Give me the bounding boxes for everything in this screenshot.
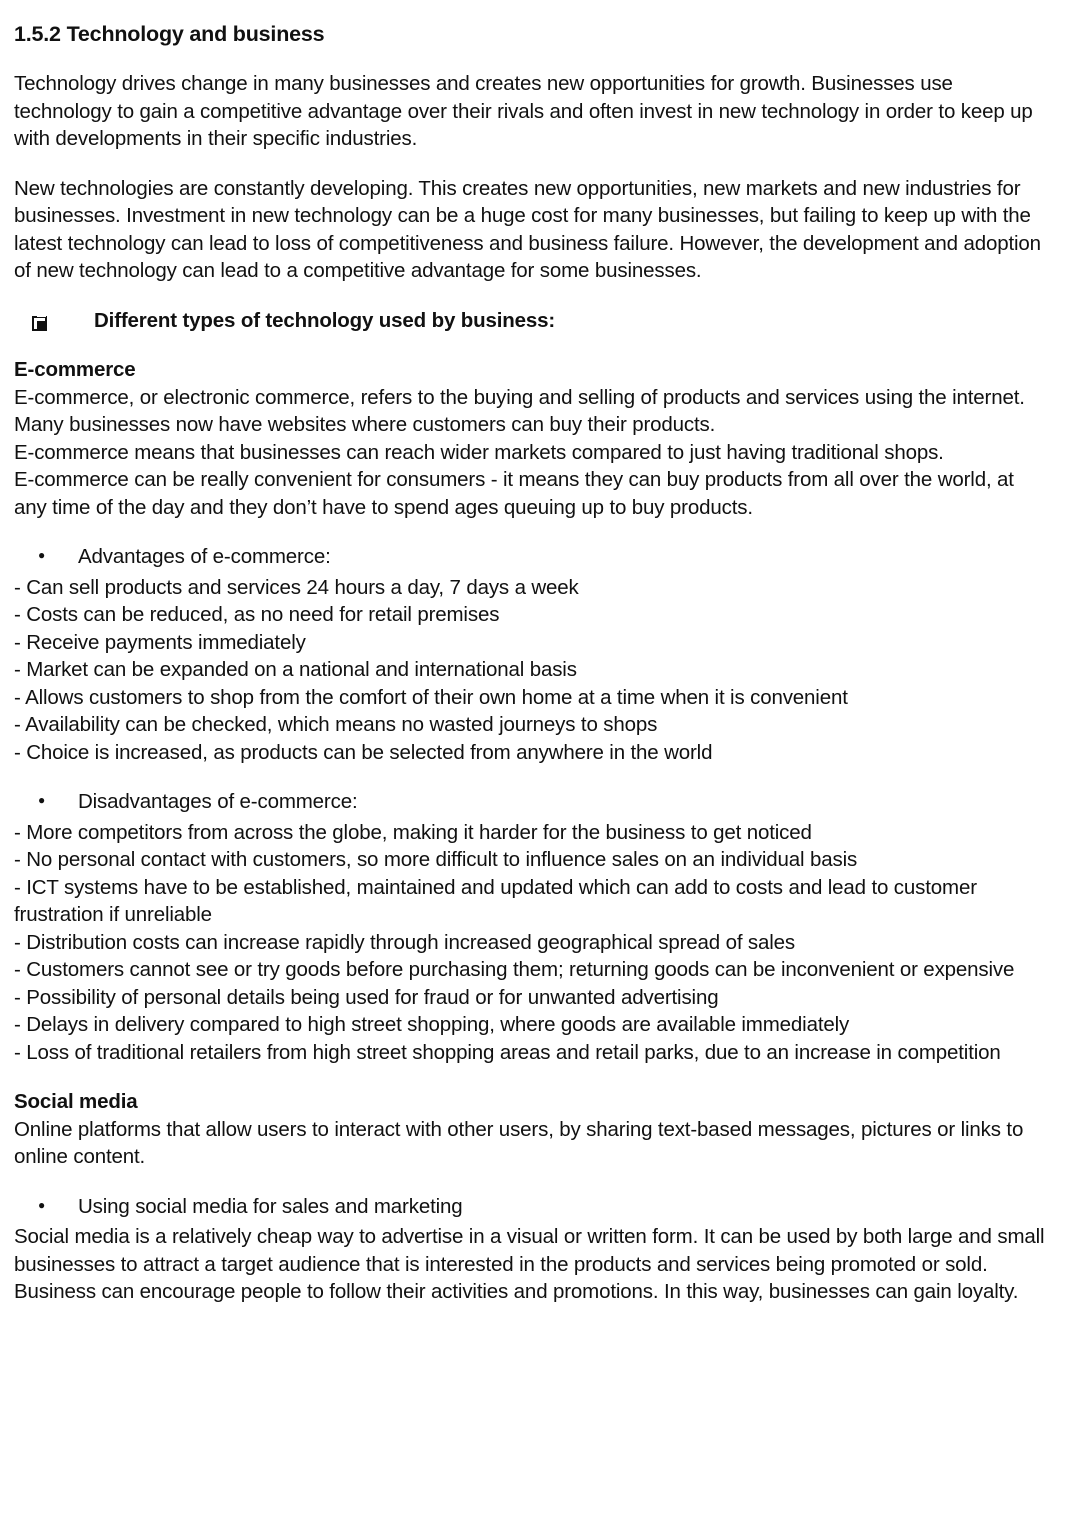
- list-item: - Availability can be checked, which means no wasted journeys to shops: [14, 713, 658, 736]
- list-item: - Costs can be reduced, as no need for retail premises: [14, 603, 500, 626]
- list-item: - ICT systems have to be established, maintained and updated which can add to costs and lead to customer frustration if unreliable: [14, 875, 977, 926]
- advantages-bullet-heading: [14, 543, 1050, 574]
- social-media-usage-paragraph: Social media is a relatively cheap way to advertise in a visual or written form. It can be used by both large and small businesses to attract a target audience that is interested in the products and services being promoted or sold. Business can encourage people to follow their activities and promotions. In this way, businesses can gain loyalty.: [14, 1225, 1045, 1303]
- list-item: - Choice is increased, as products can be selected from anywhere in the world: [14, 740, 713, 764]
- list-item: - Loss of traditional retailers from high street shopping areas and retail parks, due to an increase in competition: [14, 1040, 1001, 1064]
- social-media-usage-bullet-heading: [14, 1193, 1050, 1224]
- disadvantages-bullet-heading: [14, 788, 1050, 819]
- list-item: - Allows customers to shop from the comfort of their own home at a time when it is convenient: [14, 685, 848, 709]
- list-item: - Distribution costs can increase rapidly through increased geographical spread of sales: [14, 930, 796, 954]
- ecommerce-section: [14, 356, 1050, 521]
- list-item: - Market can be expanded on a national and international basis: [14, 658, 577, 681]
- social-media-usage-label: Using social media for sales and marketing: [78, 1194, 463, 1218]
- social-media-definition: Online platforms that allow users to interact with other users, by sharing text-based messages, pictures or links to online content.: [14, 1117, 1024, 1168]
- list-item: - Receive payments immediately: [14, 630, 306, 654]
- technology-types-heading-label: Different types of technology used by business:: [94, 308, 556, 332]
- list-item: - More competitors from across the globe, making it harder for the business to get noticed: [14, 820, 812, 844]
- round-bullet-icon: [38, 788, 78, 819]
- intro-paragraph-2: New technologies are constantly developing. This creates new opportunities, new markets and new industries for businesses. Investment in new technology can be a huge cost for many businesses, but failing to keep up with the latest technology can lead to loss of competitiveness and business failure. However, the development and adoption of new technology can lead to a competitive advantage for some businesses.: [14, 176, 1041, 282]
- technology-types-heading: [14, 307, 1050, 335]
- list-item: - Possibility of personal details being used for fraud or for unwanted advertising: [14, 985, 719, 1009]
- ecommerce-heading: E-commerce: [14, 358, 136, 381]
- list-item: - Customers cannot see or try goods before purchasing them; returning goods can be inconvenient or expensive: [14, 958, 1015, 981]
- intro-paragraph-1: Technology drives change in many businesses and creates new opportunities for growth. Businesses use technology to gain a competitive advantage over their rivals and often invest in new technology in order to keep up with developments in their specific industries.: [14, 72, 1033, 150]
- advantages-section: [14, 543, 1050, 766]
- list-item: - No personal contact with customers, so more difficult to influence sales on an individual basis: [14, 848, 858, 871]
- social-media-heading: Social media: [14, 1090, 138, 1113]
- social-media-usage-section: [14, 1193, 1050, 1306]
- square-box-bullet-icon: [32, 311, 94, 339]
- round-bullet-icon: [38, 1193, 78, 1224]
- list-item: - Delays in delivery compared to high street shopping, where goods are available immediately: [14, 1013, 850, 1036]
- list-item: - Can sell products and services 24 hours a day, 7 days a week: [14, 575, 579, 599]
- ecommerce-line-3: E-commerce means that businesses can reach wider markets compared to just having traditional shops.: [14, 440, 944, 464]
- page-title: 1.5.2 Technology and business: [14, 22, 325, 46]
- ecommerce-line-1: E-commerce, or electronic commerce, refers to the buying and selling of products and services using the internet.: [14, 385, 1025, 409]
- advantages-heading-label: Advantages of e-commerce:: [78, 545, 331, 568]
- social-media-section: [14, 1088, 1050, 1171]
- ecommerce-line-2: Many businesses now have websites where customers can buy their products.: [14, 413, 716, 436]
- disadvantages-heading-label: Disadvantages of e-commerce:: [78, 790, 358, 813]
- round-bullet-icon: [38, 543, 78, 574]
- ecommerce-line-4: E-commerce can be really convenient for consumers - it means they can buy products from all over the world, at any time of the day and they don’t have to spend ages queuing up to buy products.: [14, 468, 1014, 519]
- disadvantages-section: [14, 788, 1050, 1066]
